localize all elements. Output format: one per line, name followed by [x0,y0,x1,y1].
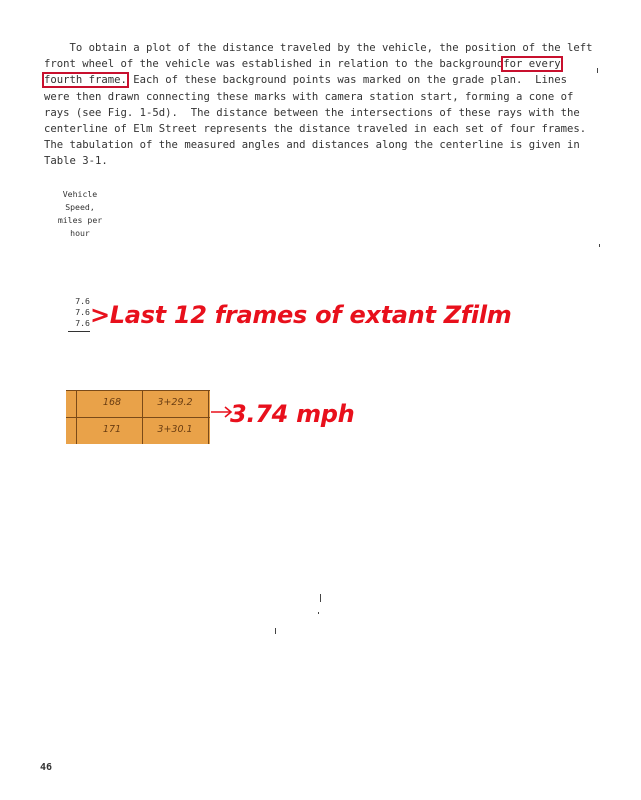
scan-speck [275,628,276,634]
highlight-for-every: for every [503,58,561,71]
paragraph-line-4: were then drawn connecting these marks with camera station start, forming a cone of [44,90,574,103]
vehicle-speed-label [52,188,108,240]
frames-annotation: >Last 12 frames of extant Zfilm [90,301,512,329]
table-rule [66,417,210,418]
speed-value-1: 7.6 [75,296,90,306]
speed-value-3: 7.6 [75,318,90,328]
table-rule [66,390,210,391]
paragraph-line-8: Table 3-1. [44,155,108,168]
frame-cell: 168 [102,397,122,408]
paragraph-line-7: The tabulation of the measured angles and distances along the centerline is given in [44,139,580,152]
station-cell: 3+29.2 [157,397,193,408]
scan-speck [320,594,321,602]
highlight-fourth-frame: fourth frame. [44,74,127,87]
table-excerpt [66,390,210,444]
paragraph-line-2 [44,56,561,72]
scan-speck [597,68,598,73]
body-paragraph [44,40,593,170]
speed-label-line-1: Vehicle [62,189,98,199]
table-row [66,420,210,442]
frame-cell: 171 [102,424,122,435]
station-cell: 3+30.1 [157,424,193,435]
paragraph-line-6: centerline of Elm Street represents the distance traveled in each set of four frames. [44,123,587,136]
paragraph-line-1: To obtain a plot of the distance traveled by the vehicle, the position of the left [44,42,593,54]
scan-speck [599,244,600,247]
table-row [66,393,210,415]
page-number: 46 [40,762,53,773]
paragraph-line-2-text: front wheel of the vehicle was established in relation to the background [44,58,504,71]
paragraph-line-3 [44,72,568,88]
mph-annotation: 3.74 mph [230,400,355,428]
paragraph-line-3-rest: Each of these background points was marked on the grade plan. Lines [126,74,568,87]
speed-values [66,296,90,332]
speed-underline [68,331,90,332]
speed-label-line-4: hour [70,228,90,238]
speed-value-2: 7.6 [75,307,90,317]
paragraph-line-5: rays (see Fig. 1-5d). The distance between the intersections of these rays with the [44,106,580,119]
scan-speck [318,612,319,614]
speed-label-line-2: Speed, [65,202,95,212]
speed-label-line-3: miles per [57,215,103,225]
